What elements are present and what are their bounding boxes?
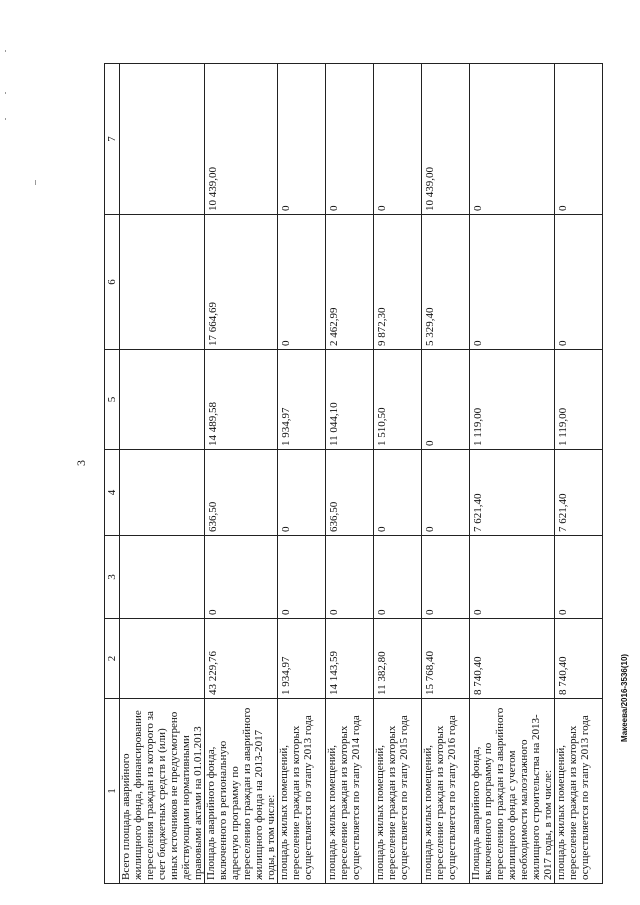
column-header: 6 [105,215,120,350]
table-cell: 8 740,40 [555,619,603,699]
scan-artifact-mark [35,180,36,185]
table-cell: 1 934,97 [278,619,326,699]
table-row [422,64,470,884]
table-cell: 14 143,59 [326,619,374,699]
table-cell: 0 [326,536,374,619]
table-cell: 0 [470,215,555,350]
data-table [104,63,603,884]
table-cell [120,350,205,450]
row-label: площадь жилых помещений, переселение граждан из которых осуществляется по этапу 2016 года [422,699,470,884]
table-cell: 0 [555,64,603,215]
table-cell: 0 [555,215,603,350]
table-cell: 7 621,40 [555,450,603,536]
table-cell: 636,50 [326,450,374,536]
table-cell: 0 [374,450,422,536]
column-header: 1 [105,699,120,884]
table-cell: 0 [374,536,422,619]
scan-artifact-mark [5,50,6,52]
column-header: 5 [105,350,120,450]
table-cell: 0 [555,536,603,619]
table-cell: 1 119,00 [555,350,603,450]
table-cell: 15 768,40 [422,619,470,699]
table-cell [120,215,205,350]
table-cell: 0 [422,350,470,450]
table-cell: 2 462,99 [326,215,374,350]
table-row [555,64,603,884]
table-cell: 0 [278,450,326,536]
table-cell: 0 [422,536,470,619]
table-row [374,64,422,884]
table-cell: 10 439,00 [422,64,470,215]
table-row [205,64,278,884]
table-cell: 14 489,58 [205,350,278,450]
scan-artifact-mark [5,92,6,94]
table-cell: 11 382,80 [374,619,422,699]
scan-artifact-mark [5,118,6,120]
page-number: 3 [74,460,88,466]
table-cell: 0 [326,64,374,215]
table-cell: 0 [278,536,326,619]
document-stamp: Макеева/2016-3536(10) [620,653,629,742]
table-cell: 0 [278,215,326,350]
table-row [278,64,326,884]
row-label: площадь жилых помещений, переселение граждан из которых осуществляется по этапу 2015 года [374,699,422,884]
row-label: Всего площадь аварийного жилищного фонда, финансирование переселения граждан из которого за счет бюджетных средств и (или) иных источников не предусмотрено действующими нормативными правовыми актами на 01.01.2013 [120,699,205,884]
table-cell: 8 740,40 [470,619,555,699]
table-header-row [105,64,120,884]
column-header: 7 [105,64,120,215]
table-cell [120,450,205,536]
table-cell [120,536,205,619]
table-row [470,64,555,884]
table-cell: 10 439,00 [205,64,278,215]
table-cell: 17 664,69 [205,215,278,350]
table-cell: 636,50 [205,450,278,536]
table-cell [120,64,205,215]
column-header: 4 [105,450,120,536]
table-cell: 1 119,00 [470,350,555,450]
row-label: Площадь аварийного фонда, включенного в региональную адресную программу по переселению граждан из аварийного жилищного фонда на 2013-2017 годы, в том числе: [205,699,278,884]
table-row [326,64,374,884]
column-header: 3 [105,536,120,619]
table-cell: 1 510,50 [374,350,422,450]
table-cell: 0 [422,450,470,536]
table-cell: 0 [205,536,278,619]
table-cell: 7 621,40 [470,450,555,536]
table-cell: 5 329,40 [422,215,470,350]
table-cell [120,619,205,699]
table-cell: 0 [470,64,555,215]
row-label: Площадь аварийного фонда, включенного в программу по переселению граждан из аварийного жилищного фонда с учетом необходимости малоэтажного жилищного строительства на 2013-2017 годы, в том числе: [470,699,555,884]
row-label: площадь жилых помещений, переселение граждан из которых осуществляется по этапу 2013 года [555,699,603,884]
column-header: 2 [105,619,120,699]
table-cell: 9 872,30 [374,215,422,350]
table-cell: 0 [470,536,555,619]
table-cell: 11 044,10 [326,350,374,450]
table-cell: 1 934,97 [278,350,326,450]
row-label: площадь жилых помещений, переселение граждан из которых осуществляется по этапу 2013 года [278,699,326,884]
table-cell: 0 [374,64,422,215]
table-row [120,64,205,884]
table-cell: 0 [278,64,326,215]
row-label: площадь жилых помещений, переселение граждан из которых осуществляется по этапу 2014 года [326,699,374,884]
table-cell: 43 229,76 [205,619,278,699]
